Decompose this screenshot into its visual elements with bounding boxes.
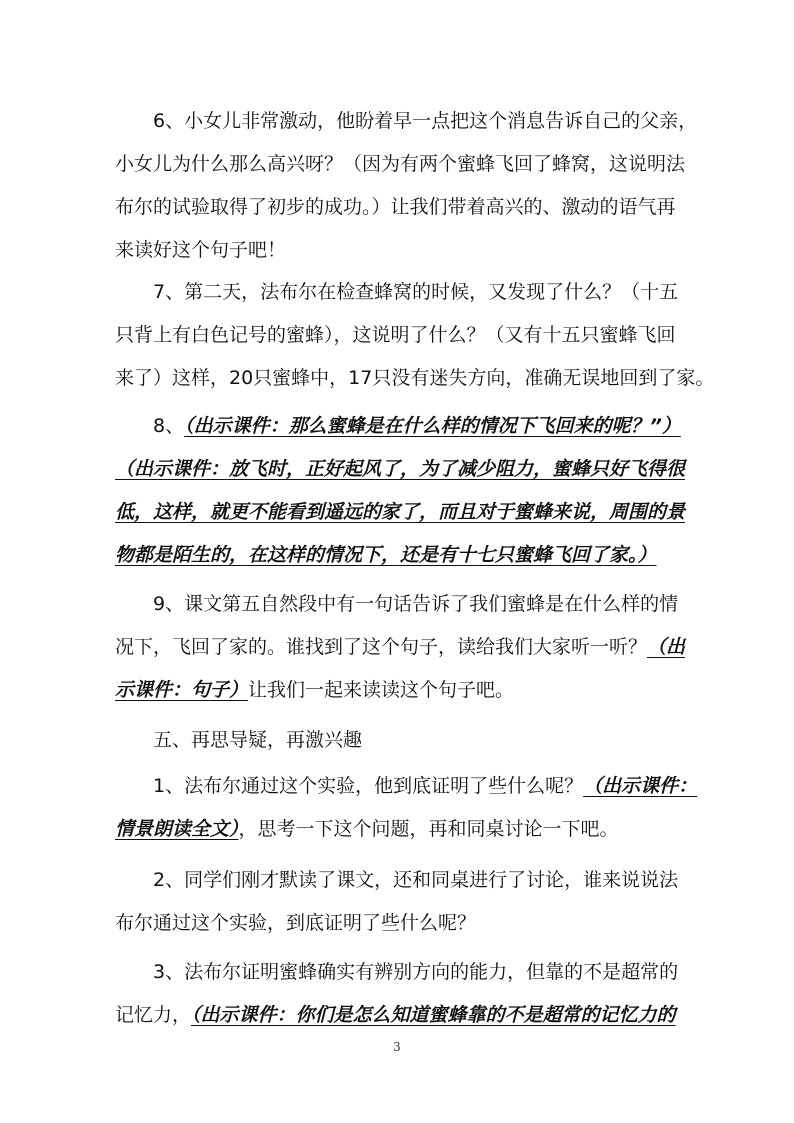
paragraph-6 [115,100,698,272]
paragraph-line [115,405,685,448]
courseware-cue: （出示课件：那么蜜蜂是在什么样的情况下飞回来的呢？”） [184,415,681,437]
page-number: 3 [393,1040,401,1054]
paragraph-8 [115,405,685,577]
section-heading [115,719,685,762]
paragraph-line: 布尔的试验取得了初步的成功。）让我们带着高兴的、激动的语气再 [115,196,676,218]
paragraph-line: 来读好这个句子吧！ [115,239,287,261]
courseware-cue: （出示课件：放飞时，正好起风了，为了减少阻力，蜜蜂只好飞得很 [115,458,686,480]
courseware-cue: 情景朗读全文） [115,818,239,840]
item-number: 8、 [153,415,185,437]
paragraph-line: 7、第二天，法布尔在检查蜂窝的时候，又发现了什么？（十五 [153,281,679,303]
paragraph-7 [115,271,715,400]
courseware-cue: （出示课件： [583,775,698,797]
paragraph-line: 记忆力，（出示课件：你们是怎么知道蜜蜂靠的不是超常的记忆力的 [115,1004,676,1026]
paragraph-line: 小女儿为什么那么高兴呀？（因为有两个蜜蜂飞回了蜂窝，这说明法 [115,153,686,175]
courseware-cue: （出 [647,636,686,658]
paragraph-line: 2、同学们刚才默读了课文，还和同桌进行了讨论，谁来说说法 [153,869,679,891]
paragraph-line: 况下，飞回了家的。谁找到了这个句子，读给我们大家听一听？（出 [115,636,686,658]
paragraph-line: 来了）这样，20只蜜蜂中，17只没有迷失方向，准确无误地回到了家。 [115,367,715,389]
paragraph-line: 3、法布尔证明蜜蜂确实有辨别方向的能力，但靠的不是超常的 [153,961,679,983]
courseware-cue: 低，这样，就更不能看到遥远的家了，而且对于蜜蜂来说，周围的景 [115,501,686,523]
paragraph-line: 示课件：句子）让我们一起来读读这个句子吧。 [115,679,515,701]
section-title: 五、再思导疑，再激兴趣 [153,729,363,751]
paragraph-9 [115,583,685,712]
paragraph-line: 6、小女儿非常激动，他盼着早一点把这个消息告诉自己的父亲， [153,110,698,132]
paragraph-line: 1、法布尔通过这个实验，他到底证明了些什么呢？（出示课件： [153,775,698,797]
paragraph-line: 情景朗读全文），思考一下这个问题，再和同桌讨论一下吧。 [115,818,619,840]
paragraph-line: 只背上有白色记号的蜜蜂），这说明了什么？（又有十五只蜜蜂飞回 [115,324,676,346]
question-1 [115,765,698,851]
question-2 [115,859,685,945]
paragraph-line: 9、课文第五自然段中有一句话告诉了我们蜜蜂是在什么样的情 [153,593,679,615]
paragraph-line: 布尔通过这个实验，到底证明了些什么呢？ [115,912,477,934]
courseware-cue: （出示课件：你们是怎么知道蜜蜂靠的不是超常的记忆力的 [191,1004,676,1026]
courseware-cue: 物都是陌生的，在这样的情况下，还是有十七只蜜蜂飞回了家。） [115,544,657,566]
question-3 [115,951,685,1037]
courseware-cue: 示课件：句子） [115,679,249,701]
